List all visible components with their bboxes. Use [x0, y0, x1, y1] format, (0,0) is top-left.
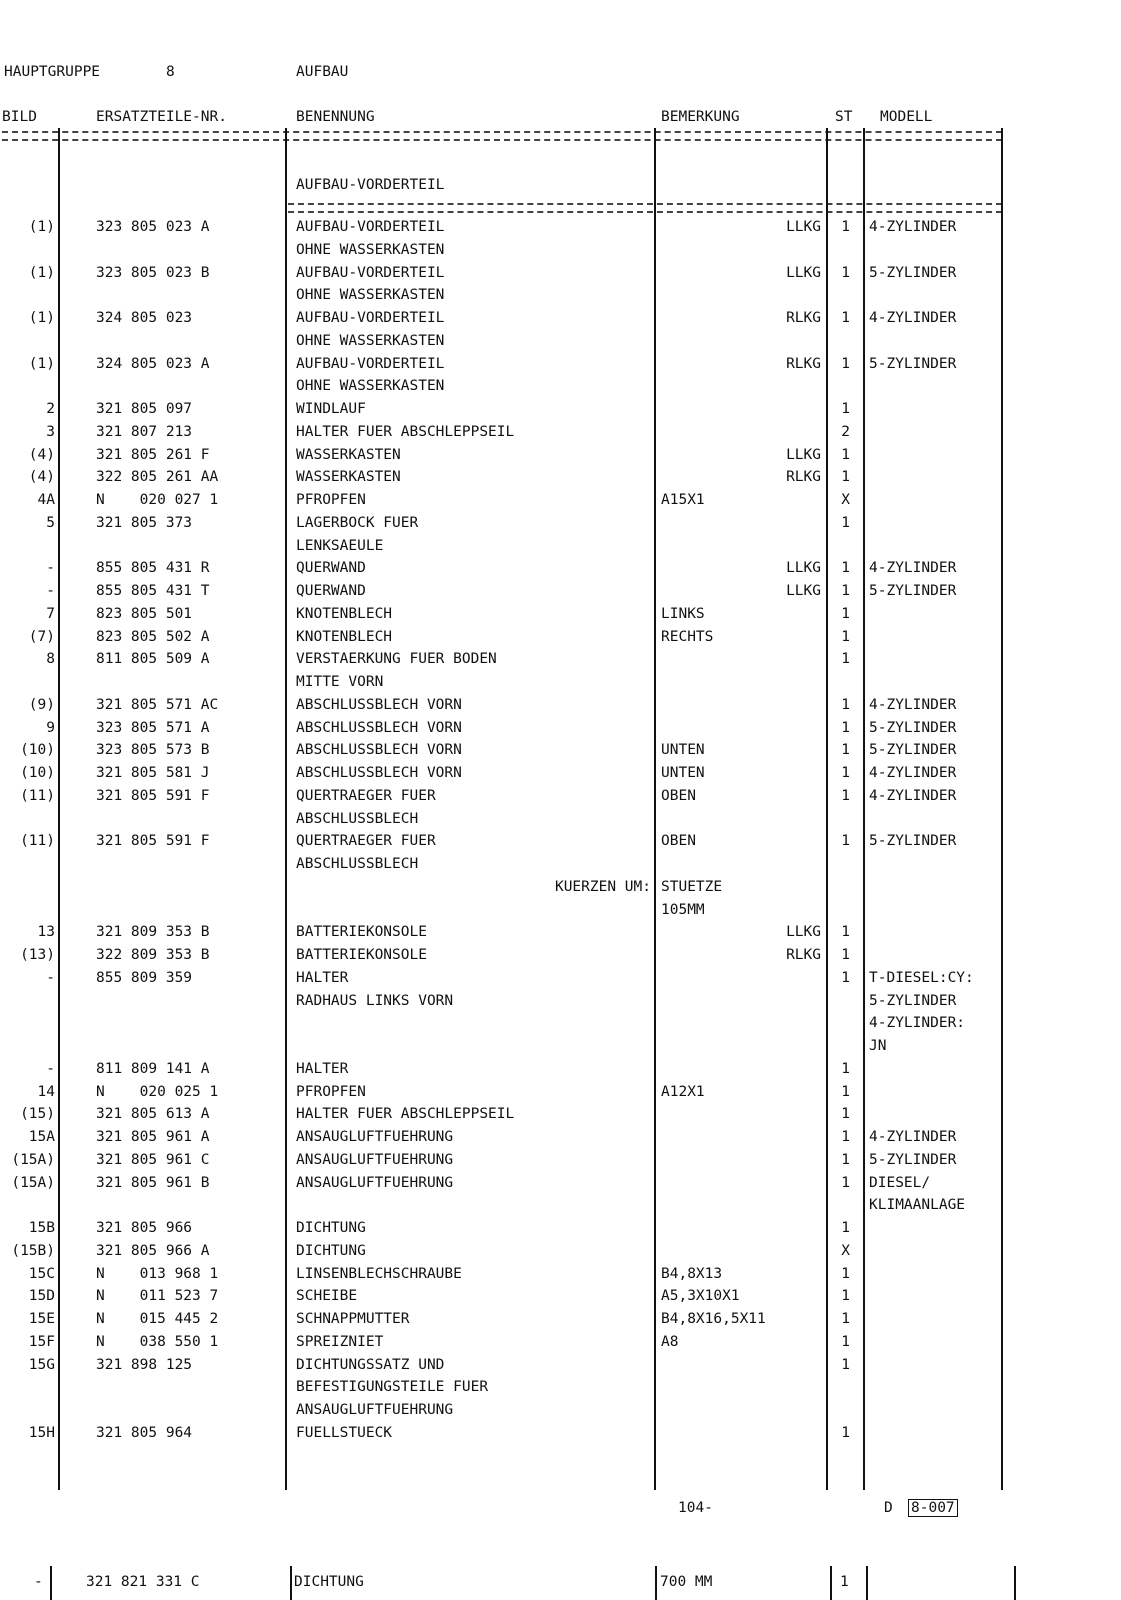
table-row	[0, 1264, 1121, 1286]
model-cell: DIESEL/	[869, 1174, 931, 1191]
part-number-cell: 321 805 964	[96, 1424, 193, 1441]
name-cell: AUFBAU-VORDERTEIL	[296, 219, 445, 235]
remark-cell: A15X1	[661, 492, 705, 508]
part-number-cell: 321 805 961 C	[96, 1151, 210, 1168]
table-row	[0, 1104, 1121, 1126]
qty-cell: 1	[841, 310, 850, 326]
qty-cell: 1	[841, 219, 850, 235]
model-cell: 5-ZYLINDER	[869, 719, 957, 736]
table-row	[0, 513, 1121, 535]
qty-cell: 1	[841, 1060, 850, 1077]
qty-cell: 1	[841, 1151, 850, 1168]
remark-cell: LINKS	[661, 605, 705, 622]
table-row	[0, 467, 1121, 489]
name-cell: QUERWAND	[296, 560, 366, 577]
part-number-cell: 321 805 613 A	[96, 1106, 210, 1123]
group-number: 8	[166, 64, 175, 80]
language-code: D	[884, 1500, 893, 1516]
qty-cell: 1	[841, 696, 850, 713]
bild-cell: 15E	[28, 1311, 55, 1327]
name-cell: ANSAUGLUFTFUEHRUNG	[296, 1129, 454, 1145]
bild-cell: 13	[37, 924, 55, 941]
name-cell: LAGERBOCK FUER	[296, 514, 419, 531]
table-row	[0, 627, 1121, 649]
table-row	[0, 1355, 1121, 1377]
side-cell: RLKG	[786, 310, 821, 326]
part-number-cell: 321 807 213	[96, 423, 193, 440]
part-number-cell: N 013 968 1	[96, 1265, 219, 1282]
table-row	[0, 263, 1121, 285]
table-row	[0, 445, 1121, 467]
table-row	[0, 581, 1121, 603]
remark-cell: A12X1	[661, 1083, 705, 1100]
model-cell: 5-ZYLINDER	[869, 742, 957, 759]
side-cell: RLKG	[786, 355, 821, 372]
qty-cell: 1	[841, 1356, 850, 1373]
table-row	[0, 604, 1121, 626]
qty-cell: 1	[841, 605, 850, 622]
table-row	[0, 1173, 1121, 1195]
qty-cell: 1	[841, 765, 850, 781]
name-cell: QUERWAND	[296, 583, 366, 599]
remark-cell: STUETZE	[661, 878, 723, 895]
name-cell: DICHTUNG	[296, 1220, 366, 1236]
bild-cell: (13)	[20, 947, 55, 963]
col-header-model: MODELL	[880, 109, 933, 125]
qty-cell: 1	[841, 924, 850, 941]
side-cell: LLKG	[786, 583, 821, 599]
overflow-divider-3	[655, 1566, 657, 1600]
name-cell: QUERTRAEGER FUER	[296, 787, 436, 804]
table-row	[0, 763, 1121, 785]
part-number-cell: 323 805 571 A	[96, 719, 210, 736]
part-number-cell: 321 805 591 F	[96, 833, 210, 850]
side-cell: LLKG	[786, 924, 821, 941]
part-number-cell: 321 805 571 AC	[96, 696, 219, 713]
bild-cell: (11)	[20, 787, 55, 804]
table-row	[0, 1036, 1121, 1058]
table-row	[0, 831, 1121, 853]
bild-cell: 15B	[28, 1220, 55, 1236]
name-cell: OHNE WASSERKASTEN	[296, 332, 445, 349]
qty-cell: 1	[841, 1129, 850, 1145]
part-number-cell: 323 805 023 B	[96, 264, 210, 281]
table-row	[0, 900, 1121, 922]
qty-cell: 1	[841, 583, 850, 599]
model-cell: 5-ZYLINDER	[869, 1151, 957, 1168]
bild-cell: 15F	[28, 1333, 55, 1350]
overflow-qty: 1	[840, 1574, 849, 1590]
col-header-bild: BILD	[2, 109, 37, 125]
remark-cell: B4,8X13	[661, 1265, 723, 1282]
part-number-cell: 321 805 581 J	[96, 765, 210, 781]
part-number-cell: N 011 523 7	[96, 1288, 219, 1305]
bild-cell: 3	[46, 423, 55, 440]
qty-cell: 1	[841, 1333, 850, 1350]
bild-cell: (4)	[28, 469, 55, 486]
model-cell: 4-ZYLINDER	[869, 765, 957, 781]
name-cell: OHNE WASSERKASTEN	[296, 287, 445, 304]
model-cell: 5-ZYLINDER	[869, 833, 957, 850]
name-cell: OHNE WASSERKASTEN	[296, 241, 445, 258]
table-row	[0, 354, 1121, 376]
bild-cell: 15D	[28, 1288, 55, 1305]
name-cell: ABSCHLUSSBLECH VORN	[296, 696, 462, 713]
bild-cell: (1)	[28, 310, 55, 326]
overflow-part: 321 821 331 C	[86, 1574, 200, 1590]
model-cell: 5-ZYLINDER	[869, 264, 957, 281]
col-header-name: BENENNUNG	[296, 109, 375, 125]
qty-cell: 1	[841, 719, 850, 736]
table-row	[0, 695, 1121, 717]
name-cell: HALTER	[296, 1060, 349, 1077]
page-number: 104-	[678, 1500, 713, 1516]
bild-cell: 9	[46, 719, 55, 736]
name-cell: BATTERIEKONSOLE	[296, 924, 427, 941]
part-number-cell: 321 805 961 A	[96, 1129, 210, 1145]
group-label: HAUPTGRUPPE	[4, 64, 101, 80]
qty-cell: 1	[841, 742, 850, 759]
name-cell: DICHTUNGSSATZ UND	[296, 1356, 445, 1373]
bild-cell: (1)	[28, 219, 55, 235]
table-row	[0, 945, 1121, 967]
section-double-rule	[288, 203, 1002, 213]
name-cell: WASSERKASTEN	[296, 446, 401, 463]
bild-cell: (15)	[20, 1106, 55, 1123]
bild-cell: 14	[37, 1083, 55, 1100]
overflow-bild: -	[34, 1574, 43, 1590]
bild-cell: 15C	[28, 1265, 55, 1282]
qty-cell: 1	[841, 264, 850, 281]
name-cell: BATTERIEKONSOLE	[296, 947, 427, 963]
name-cell: ABSCHLUSSBLECH VORN	[296, 742, 462, 759]
table-row	[0, 854, 1121, 876]
table-row	[0, 1286, 1121, 1308]
table-row	[0, 1309, 1121, 1331]
part-number-cell: 321 805 373	[96, 514, 193, 531]
part-number-cell: N 020 025 1	[96, 1083, 219, 1100]
name-cell: FUELLSTUECK	[296, 1424, 393, 1441]
group-title: AUFBAU	[296, 64, 349, 80]
qty-cell: 1	[841, 947, 850, 963]
table-row	[0, 1332, 1121, 1354]
side-cell: LLKG	[786, 264, 821, 281]
table-row	[0, 1150, 1121, 1172]
model-cell: 4-ZYLINDER:	[869, 1015, 966, 1032]
remark-cell: UNTEN	[661, 765, 705, 781]
qty-cell: 1	[841, 446, 850, 463]
table-row	[0, 1082, 1121, 1104]
table-row	[0, 422, 1121, 444]
name-cell: AUFBAU-VORDERTEIL	[296, 310, 445, 326]
name-cell: DICHTUNG	[296, 1242, 366, 1259]
part-number-cell: 321 898 125	[96, 1356, 193, 1373]
model-cell: 4-ZYLINDER	[869, 1129, 957, 1145]
table-row	[0, 718, 1121, 740]
name-cell: WINDLAUF	[296, 401, 366, 417]
name-note-cell: KUERZEN UM:	[554, 878, 651, 895]
name-cell: HALTER	[296, 969, 349, 986]
name-cell: VERSTAERKUNG FUER BODEN	[296, 651, 497, 668]
name-cell: ANSAUGLUFTFUEHRUNG	[296, 1402, 454, 1418]
col-header-part-number: ERSATZTEILE-NR.	[96, 109, 227, 125]
bild-cell: (1)	[28, 264, 55, 281]
name-cell: AUFBAU-VORDERTEIL	[296, 355, 445, 372]
part-number-cell: 323 805 023 A	[96, 219, 210, 235]
name-cell: OHNE WASSERKASTEN	[296, 378, 445, 395]
part-number-cell: 321 805 261 F	[96, 446, 210, 463]
name-cell: RADHAUS LINKS VORN	[296, 992, 454, 1009]
table-row	[0, 536, 1121, 558]
name-cell: AUFBAU-VORDERTEIL	[296, 264, 445, 281]
qty-cell: 1	[841, 969, 850, 986]
part-number-cell: 321 805 591 F	[96, 787, 210, 804]
remark-cell: A5,3X10X1	[661, 1288, 740, 1305]
bild-cell: (10)	[20, 742, 55, 759]
table-row	[0, 922, 1121, 944]
remark-cell: OBEN	[661, 833, 696, 850]
part-number-cell: 324 805 023	[96, 310, 193, 326]
side-cell: RLKG	[786, 947, 821, 963]
overflow-divider-5	[866, 1566, 868, 1600]
table-row	[0, 740, 1121, 762]
part-number-cell: 323 805 573 B	[96, 742, 210, 759]
table-row	[0, 1127, 1121, 1149]
qty-cell: 1	[841, 833, 850, 850]
bild-cell: (10)	[20, 765, 55, 781]
page-reference: 8-007	[908, 1499, 958, 1517]
qty-cell: 1	[841, 401, 850, 417]
col-header-remark: BEMERKUNG	[661, 109, 740, 125]
qty-cell: 1	[841, 355, 850, 372]
remark-cell: UNTEN	[661, 742, 705, 759]
table-row	[0, 968, 1121, 990]
table-row	[0, 558, 1121, 580]
remark-cell: B4,8X16,5X11	[661, 1311, 766, 1327]
table-row	[0, 399, 1121, 421]
part-number-cell: 823 805 501	[96, 605, 193, 622]
bild-cell: (15A)	[11, 1174, 55, 1191]
bild-cell: (1)	[28, 355, 55, 372]
bild-cell: 15A	[28, 1129, 55, 1145]
table-row	[0, 1059, 1121, 1081]
table-row	[0, 1400, 1121, 1422]
model-cell: 4-ZYLINDER	[869, 219, 957, 235]
qty-cell: 1	[841, 1220, 850, 1236]
name-cell: SCHNAPPMUTTER	[296, 1311, 410, 1327]
name-cell: MITTE VORN	[296, 674, 384, 690]
name-cell: KNOTENBLECH	[296, 605, 393, 622]
qty-cell: 1	[841, 628, 850, 645]
name-cell: ANSAUGLUFTFUEHRUNG	[296, 1174, 454, 1191]
table-row	[0, 308, 1121, 330]
name-cell: HALTER FUER ABSCHLEPPSEIL	[296, 423, 515, 440]
name-cell: ANSAUGLUFTFUEHRUNG	[296, 1151, 454, 1168]
overflow-remark: 700 MM	[660, 1574, 713, 1590]
name-cell: ABSCHLUSSBLECH VORN	[296, 765, 462, 781]
qty-cell: X	[841, 492, 850, 508]
qty-cell: 1	[841, 787, 850, 804]
name-cell: KNOTENBLECH	[296, 628, 393, 645]
qty-cell: 1	[841, 1424, 850, 1441]
model-cell: JN	[869, 1038, 887, 1054]
side-cell: LLKG	[786, 219, 821, 235]
table-row	[0, 672, 1121, 694]
qty-cell: 1	[841, 1083, 850, 1100]
part-number-cell: 823 805 502 A	[96, 628, 210, 645]
qty-cell: 1	[841, 1106, 850, 1123]
qty-cell: 1	[841, 1174, 850, 1191]
model-cell: 5-ZYLINDER	[869, 583, 957, 599]
side-cell: LLKG	[786, 446, 821, 463]
part-number-cell: 321 805 966	[96, 1220, 193, 1236]
part-number-cell: 322 805 261 AA	[96, 469, 219, 486]
col-header-qty: ST	[835, 109, 853, 125]
qty-cell: 1	[841, 651, 850, 668]
table-row	[0, 240, 1121, 262]
name-cell: LINSENBLECHSCHRAUBE	[296, 1265, 462, 1282]
name-cell: ABSCHLUSSBLECH	[296, 810, 419, 827]
part-number-cell: N 015 445 2	[96, 1311, 219, 1327]
name-cell: HALTER FUER ABSCHLEPPSEIL	[296, 1106, 515, 1123]
qty-cell: 1	[841, 1311, 850, 1327]
table-row	[0, 991, 1121, 1013]
overflow-divider-6	[1014, 1566, 1016, 1600]
qty-cell: 1	[841, 560, 850, 577]
part-number-cell: 811 809 141 A	[96, 1060, 210, 1077]
qty-cell: 1	[841, 514, 850, 531]
name-cell: QUERTRAEGER FUER	[296, 833, 436, 850]
bild-cell: (7)	[28, 628, 55, 645]
part-number-cell: 324 805 023 A	[96, 355, 210, 372]
overflow-divider-1	[50, 1566, 52, 1600]
table-row	[0, 285, 1121, 307]
part-number-cell: 811 805 509 A	[96, 651, 210, 668]
bild-cell: 15G	[28, 1356, 55, 1373]
table-row	[0, 1195, 1121, 1217]
qty-cell: X	[841, 1242, 850, 1259]
overflow-divider-4	[830, 1566, 832, 1600]
bild-cell: 4A	[37, 492, 55, 508]
table-row	[0, 1013, 1121, 1035]
table-row	[0, 331, 1121, 353]
table-row	[0, 786, 1121, 808]
name-cell: SPREIZNIET	[296, 1333, 384, 1350]
bild-cell: -	[46, 969, 55, 986]
table-row	[0, 217, 1121, 239]
table-row	[0, 1423, 1121, 1445]
bild-cell: -	[46, 1060, 55, 1077]
part-number-cell: N 038 550 1	[96, 1333, 219, 1350]
model-cell: 5-ZYLINDER	[869, 355, 957, 372]
qty-cell: 1	[841, 1265, 850, 1282]
qty-cell: 1	[841, 469, 850, 486]
header-double-rule	[2, 131, 1002, 141]
remark-cell: OBEN	[661, 787, 696, 804]
part-number-cell: 855 805 431 R	[96, 560, 210, 577]
qty-cell: 1	[841, 1288, 850, 1305]
bild-cell: 7	[46, 605, 55, 622]
name-cell: SCHEIBE	[296, 1288, 358, 1305]
bild-cell: (15A)	[11, 1151, 55, 1168]
side-cell: RLKG	[786, 469, 821, 486]
bild-cell: 8	[46, 651, 55, 668]
name-cell: LENKSAEULE	[296, 537, 384, 554]
bild-cell: 2	[46, 401, 55, 417]
remark-cell: A8	[661, 1333, 679, 1350]
model-cell: 4-ZYLINDER	[869, 310, 957, 326]
part-number-cell: N 020 027 1	[96, 492, 219, 508]
bild-cell: 5	[46, 514, 55, 531]
model-cell: 4-ZYLINDER	[869, 696, 957, 713]
part-number-cell: 855 805 431 T	[96, 583, 210, 599]
table-row	[0, 1377, 1121, 1399]
part-number-cell: 855 809 359	[96, 969, 193, 986]
part-number-cell: 321 809 353 B	[96, 924, 210, 941]
part-number-cell: 321 805 966 A	[96, 1242, 210, 1259]
part-number-cell: 321 805 961 B	[96, 1174, 210, 1191]
section-title: AUFBAU-VORDERTEIL	[296, 177, 445, 193]
table-row	[0, 649, 1121, 671]
table-row	[0, 877, 1121, 899]
remark-cell: RECHTS	[661, 628, 714, 645]
table-row	[0, 490, 1121, 512]
bild-cell: (9)	[28, 696, 55, 713]
side-cell: LLKG	[786, 560, 821, 577]
model-cell: 4-ZYLINDER	[869, 787, 957, 804]
bild-cell: -	[46, 560, 55, 577]
model-cell: T-DIESEL:CY:	[869, 969, 974, 986]
overflow-name: DICHTUNG	[294, 1574, 364, 1590]
model-cell: KLIMAANLAGE	[869, 1197, 966, 1214]
name-cell: ABSCHLUSSBLECH VORN	[296, 719, 462, 736]
bild-cell: (11)	[20, 833, 55, 850]
bild-cell: (4)	[28, 446, 55, 463]
name-cell: BEFESTIGUNGSTEILE FUER	[296, 1379, 489, 1396]
bild-cell: (15B)	[11, 1242, 55, 1259]
qty-cell: 2	[841, 423, 850, 440]
part-number-cell: 322 809 353 B	[96, 947, 210, 963]
model-cell: 4-ZYLINDER	[869, 560, 957, 577]
overflow-divider-2	[290, 1566, 292, 1600]
name-cell: ABSCHLUSSBLECH	[296, 856, 419, 872]
part-number-cell: 321 805 097	[96, 401, 193, 417]
name-cell: PFROPFEN	[296, 492, 366, 508]
bild-cell: -	[46, 583, 55, 599]
name-cell: PFROPFEN	[296, 1083, 366, 1100]
table-row	[0, 809, 1121, 831]
table-row	[0, 1218, 1121, 1240]
name-cell: WASSERKASTEN	[296, 469, 401, 486]
remark-cell: 105MM	[661, 901, 705, 918]
table-row	[0, 376, 1121, 398]
bild-cell: 15H	[28, 1424, 55, 1441]
table-row	[0, 1241, 1121, 1263]
model-cell: 5-ZYLINDER	[869, 992, 957, 1009]
